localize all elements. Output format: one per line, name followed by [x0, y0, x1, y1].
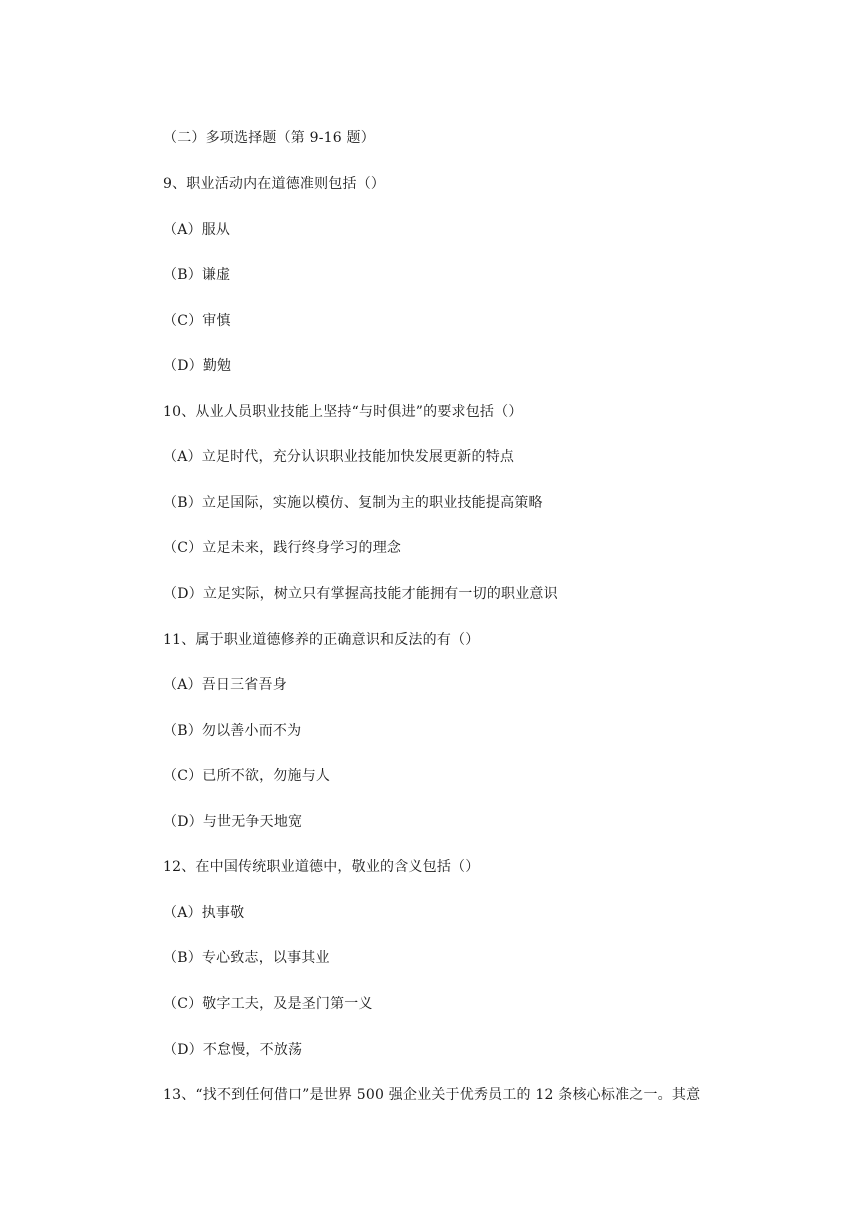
question-11-stem: 11、属于职业道德修养的正确意识和反法的有（）: [163, 632, 480, 648]
question-12-option-a: （A）执事敬: [163, 905, 245, 921]
question-12-option-c: （C）敬字工夫，及是圣门第一义: [163, 996, 373, 1012]
question-9-option-b: （B）谦虚: [163, 267, 231, 283]
question-13-stem: 13、“找不到任何借口”是世界 500 强企业关于优秀员工的 12 条核心标准之一。其意: [163, 1087, 701, 1103]
question-11-option-a: （A）吾日三省吾身: [163, 677, 287, 693]
section-heading: （二）多项选择题（第 9-16 题）: [163, 130, 375, 146]
question-9-option-d: （D）勤勉: [163, 358, 232, 374]
question-12-option-b: （B）专心致志，以事其业: [163, 950, 330, 966]
question-10-stem: 10、从业人员职业技能上坚持“与时俱进”的要求包括（）: [163, 404, 523, 420]
question-9-option-a: （A）服从: [163, 222, 231, 238]
question-10-option-c: （C）立足未来，践行终身学习的理念: [163, 540, 402, 556]
question-12-stem: 12、在中国传统职业道德中，敬业的含义包括（）: [163, 859, 480, 875]
question-11-option-b: （B）勿以善小而不为: [163, 723, 302, 739]
question-12-option-d: （D）不怠慢，不放荡: [163, 1042, 303, 1058]
question-9-stem: 9、职业活动内在道德准则包括（）: [163, 176, 386, 192]
question-10-option-b: （B）立足国际，实施以模仿、复制为主的职业技能提高策略: [163, 495, 543, 511]
question-11-option-d: （D）与世无争天地宽: [163, 814, 303, 830]
question-9-option-c: （C）审慎: [163, 313, 231, 329]
question-10-option-a: （A）立足时代，充分认识职业技能加快发展更新的特点: [163, 449, 515, 465]
question-10-option-d: （D）立足实际，树立只有掌握高技能才能拥有一切的职业意识: [163, 586, 558, 602]
question-11-option-c: （C）已所不欲，勿施与人: [163, 768, 331, 784]
